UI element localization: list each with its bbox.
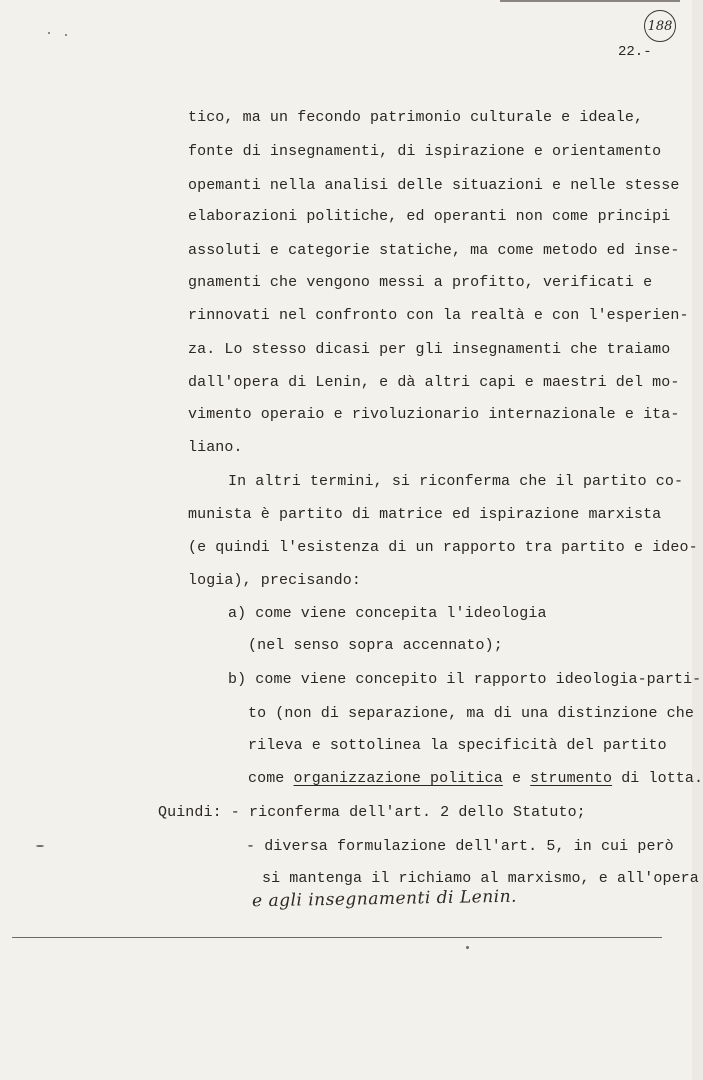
stamp-number: 188 (647, 18, 673, 34)
text-line: vimento operaio e rivoluzionario internazionale e ita- (188, 406, 680, 423)
text-line: to (non di separazione, ma di una distinzione che (248, 705, 694, 722)
text-line: opemanti nella analisi delle situazioni e nelle stesse (188, 177, 680, 194)
text-line: elaborazioni politiche, ed operanti non come principi (188, 208, 671, 225)
page-number: 22.- (618, 44, 652, 60)
paper-speck (466, 946, 469, 949)
text-line: (e quindi l'esistenza di un rapporto tra partito e ideo- (188, 539, 698, 556)
list-item-b: b) come viene concepito il rapporto ideologia-parti- (228, 671, 702, 688)
text-line: rileva e sottolinea la specificità del partito (248, 737, 667, 754)
text-line: dall'opera di Lenin, e dà altri capi e maestri del mo- (188, 374, 680, 391)
paper-speck (65, 34, 67, 36)
page-stamp (644, 10, 676, 42)
bottom-rule (12, 937, 662, 938)
paper-speck (48, 32, 50, 34)
text-line: - diversa formulazione dell'art. 5, in cui però (246, 838, 674, 855)
paper-speck (36, 845, 44, 847)
text-segment: di lotta. (612, 770, 703, 787)
text-line: fonte di insegnamenti, di ispirazione e orientamento (188, 143, 662, 160)
top-edge-rule (500, 0, 680, 2)
text-line: Quindi: - riconferma dell'art. 2 dello Statuto; (158, 804, 586, 821)
text-line: (nel senso sopra accennato); (248, 637, 503, 654)
text-line: si mantenga il richiamo al marxismo, e all'opera (262, 870, 699, 887)
text-line (248, 770, 703, 787)
text-line: tico, ma un fecondo patrimonio culturale e ideale, (188, 109, 644, 126)
text-segment: e (502, 770, 531, 787)
text-line: logia), precisando: (188, 572, 361, 589)
handwritten-note: e agli insegnamenti di Lenin. (251, 886, 518, 912)
underlined-text: organizzazione politica (293, 770, 503, 787)
text-line: assoluti e categorie statiche, ma come metodo ed inse- (188, 242, 680, 259)
list-item-a: a) come viene concepita l'ideologia (228, 605, 547, 622)
text-line: gnamenti che vengono messi a profitto, verificati e (188, 274, 653, 291)
text-line: liano. (188, 439, 243, 456)
text-line: za. Lo stesso dicasi per gli insegnamenti che traiamo (188, 341, 671, 358)
text-line: rinnovati nel confronto con la realtà e con l'esperien- (188, 307, 689, 324)
text-segment: come (248, 770, 294, 787)
text-line: munista è partito di matrice ed ispirazione marxista (188, 506, 662, 523)
text-line: In altri termini, si riconferma che il partito co- (228, 473, 684, 490)
underlined-text: strumento (530, 770, 613, 787)
